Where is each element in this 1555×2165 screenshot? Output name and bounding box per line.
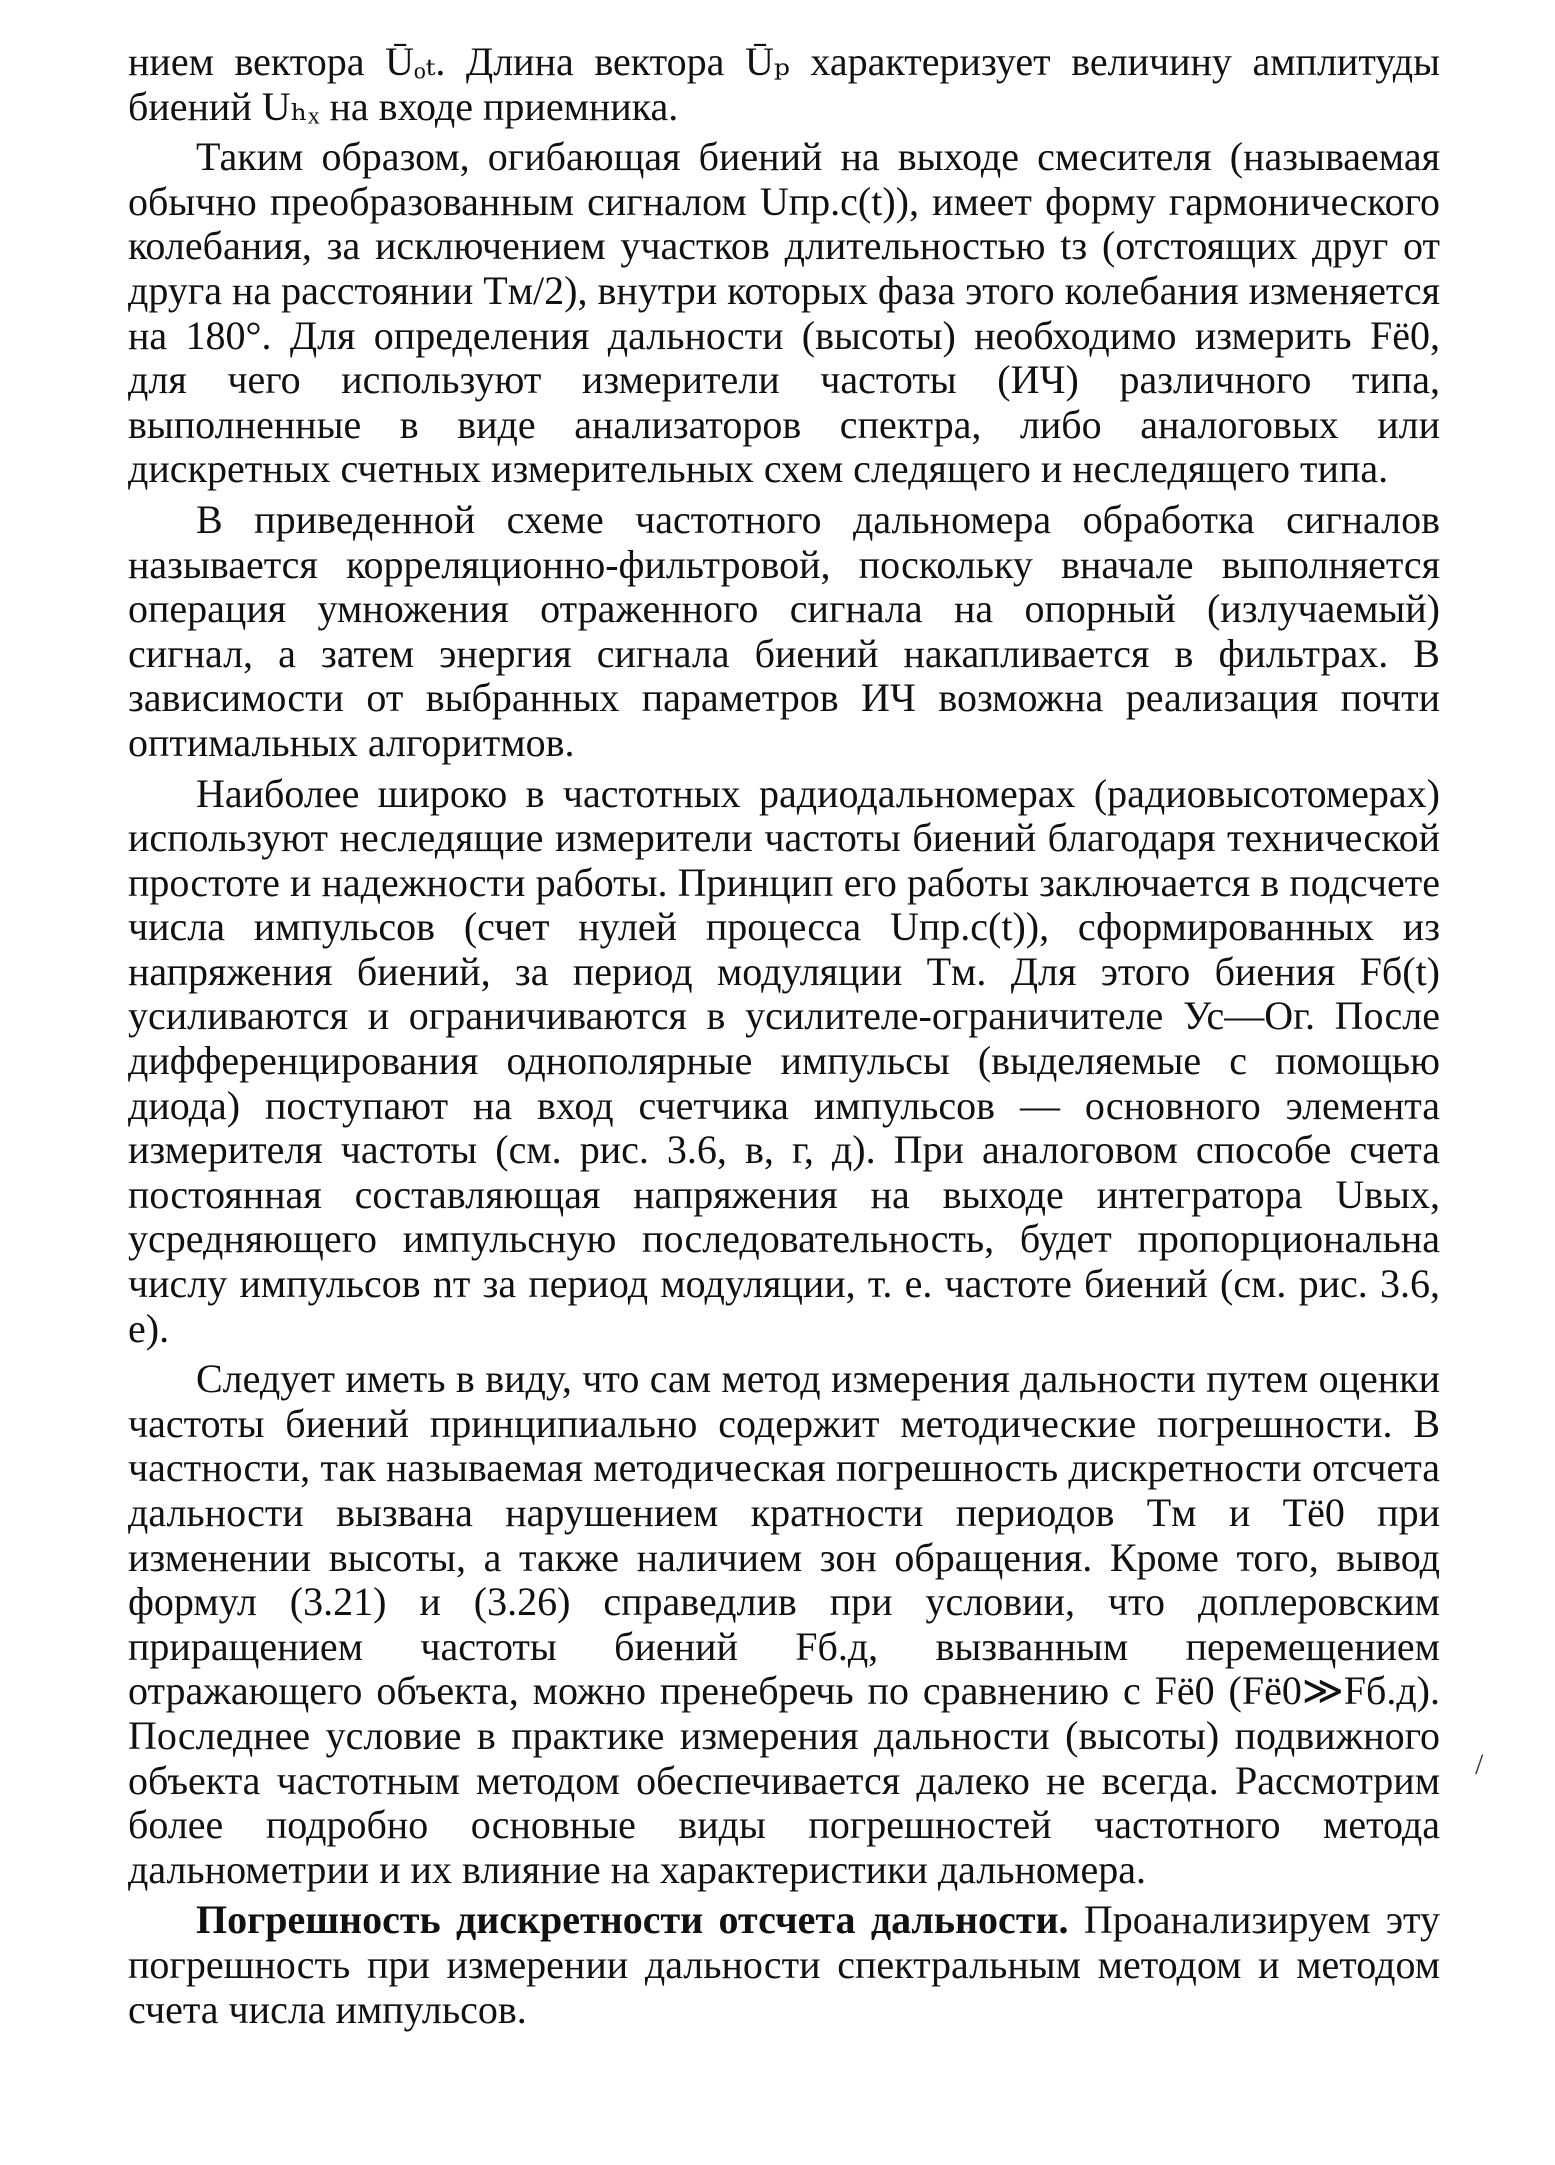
page-body	[128, 40, 1440, 2032]
paragraph-correlation-filter: В приведенной схеме частотного дальномера обработка сигналов называется корреляционно-фильтровой, поскольку вначале выполняется операция умножения отраженного сигнала на опорный (излучаемый) сигнал, а затем энергия сигнала биений накапливается в фильтрах. В зависимости от выбранных параметров ИЧ возможна реализация почти оптимальных алгоритмов.	[128, 496, 1440, 765]
paragraph-envelope: Таким образом, огибающая биений на выходе смесителя (называемая обычно преобразованным сигналом Uпр.с(t)), имеет форму гармонического колебания, за исключением участков длительностью tз (отстоящих друг от друга на расстоянии Tм/2), внутри которых фаза этого колебания изменяется на 180°. Для определения дальности (высоты) необходимо измерить Fё0, для чего используют измерители частоты (ИЧ) различного типа, выполненные в виде анализаторов спектра, либо аналоговых или дискретных счетных измерительных схем следящего и неследящего типа.	[128, 134, 1440, 492]
paragraph-method-errors: Следует иметь в виду, что сам метод измерения дальности путем оценки частоты биений принципиально содержит методические погрешности. В частности, так называемая методическая погрешность дискретности отсчета дальности вызвана нарушением кратности периодов Tм и Tё0 при изменении высоты, а также наличием зон обращения. Кроме того, вывод формул (3.21) и (3.26) справедлив при условии, что доплеровским приращением частоты биений Fб.д, вызванным перемещением отражающего объекта, можно пренебречь по сравнению с Fё0 (Fё0≫Fб.д). Последнее условие в практике измерения дальности (высоты) подвижного объекта частотным методом обеспечивается далеко не всегда. Рассмотрим более подробно основные виды погрешностей частотного метода дальнометрии и их влияние на характеристики дальномера.	[128, 1356, 1440, 1892]
section-heading: Погрешность дискретности отсчета дальности.	[196, 1897, 1069, 1943]
paragraph-frequency-meters: Наиболее широко в частотных радиодальномерах (радиовысотомерах) используют неследящие измерители частоты биений благодаря технической простоте и надежности работы. Принцип его работы заключается в подсчете числа импульсов (счет нулей процесса Uпр.с(t)), сформированных из напряжения биений, за период модуляции Tм. Для этого биения Fб(t) усиливаются и ограничиваются в усилителе-ограничителе Ус—Ог. После дифференцирования однополярные импульсы (выделяемые с помощью диода) поступают на вход счетчика импульсов — основного элемента измерителя частоты (см. рис. 3.6, в, г, д). При аналоговом способе счета постоянная составляющая напряжения на выходе интегратора Uвых, усредняющего импульсную последовательность, будет пропорциональна числу импульсов nт за период модуляции, т. е. частоте биений (см. рис. 3.6, е).	[128, 770, 1440, 1351]
section-heading-text: Проанализируем эту погрешность при измерении дальности спектральным методом и методом счета числа импульсов.	[128, 1897, 1441, 2032]
margin-mark: /	[1475, 1748, 1484, 1781]
paragraph-continuation: нием вектора Ūₒₜ. Длина вектора Ūₚ характеризует величину амплитуды биений Uₕₓ на входе приемника.	[128, 39, 1440, 129]
paragraph-discreteness-error	[128, 1898, 1440, 2032]
